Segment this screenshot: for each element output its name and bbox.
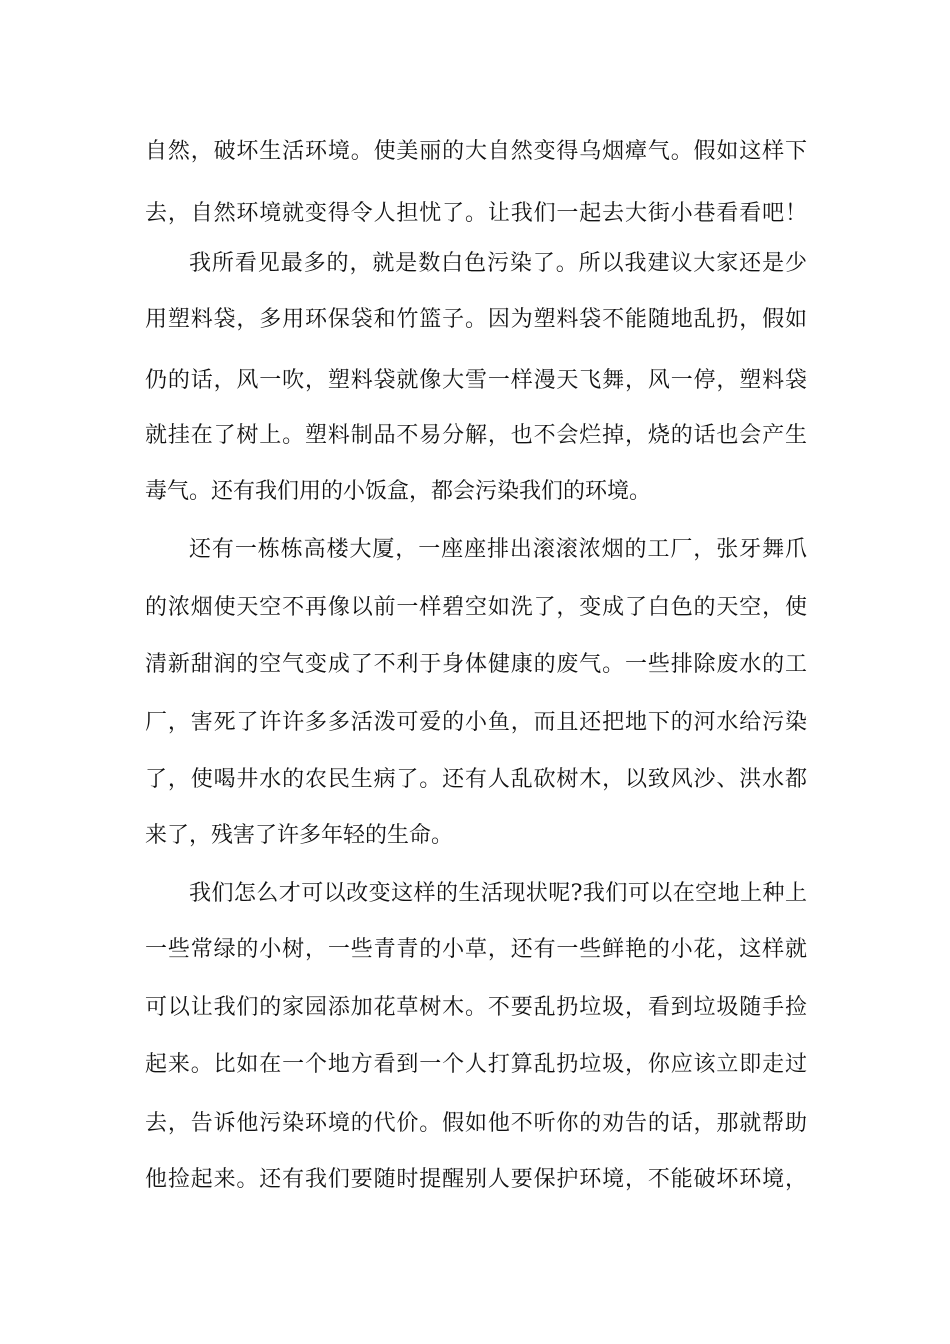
- text-line: 自然，破坏生活环境。使美丽的大自然变得乌烟瘴气。假如这样下: [145, 139, 807, 164]
- text-line: 去，自然环境就变得令人担忧了。让我们一起去大街小巷看看吧！: [145, 201, 807, 226]
- text-line: 了，使喝井水的农民生病了。还有人乱砍树木，以致风沙、洪水都: [145, 767, 807, 792]
- text-line: 用塑料袋，多用环保袋和竹篮子。因为塑料袋不能随地乱扔，假如: [145, 307, 807, 332]
- text-line: 毒气。还有我们用的小饭盒，都会污染我们的环境。: [145, 479, 652, 504]
- paragraph-start-line: 我所看见最多的，就是数白色污染了。所以我建议大家还是少: [189, 251, 807, 276]
- text-line: 可以让我们的家园添加花草树木。不要乱扔垃圾，看到垃圾随手捡: [145, 995, 807, 1020]
- text-line: 仍的话，风一吹，塑料袋就像大雪一样漫天飞舞，风一停，塑料袋: [145, 368, 807, 393]
- text-line: 就挂在了树上。塑料制品不易分解，也不会烂掉，烧的话也会产生: [145, 423, 807, 448]
- text-line: 一些常绿的小树，一些青青的小草，还有一些鲜艳的小花，这样就: [145, 937, 807, 962]
- text-line: 清新甜润的空气变成了不利于身体健康的废气。一些排除废水的工: [145, 652, 807, 677]
- text-line: 来了，残害了许多年轻的生命。: [145, 823, 454, 848]
- paragraph-start-line: 还有一栋栋高楼大厦，一座座排出滚滚浓烟的工厂，张牙舞爪: [189, 537, 807, 562]
- text-line: 他捡起来。还有我们要随时提醒别人要保护环境，不能破坏环境，: [145, 1167, 807, 1192]
- text-line: 的浓烟使天空不再像以前一样碧空如洗了，变成了白色的天空，使: [145, 595, 807, 620]
- text-line: 去，告诉他污染环境的代价。假如他不听你的劝告的话，那就帮助: [145, 1111, 807, 1136]
- text-line: 起来。比如在一个地方看到一个人打算乱扔垃圾，你应该立即走过: [145, 1052, 807, 1077]
- paragraph-start-line: 我们怎么才可以改变这样的生活现状呢?我们可以在空地上种上: [189, 881, 807, 906]
- text-line: 厂，害死了许许多多活泼可爱的小鱼，而且还把地下的河水给污染: [145, 710, 807, 735]
